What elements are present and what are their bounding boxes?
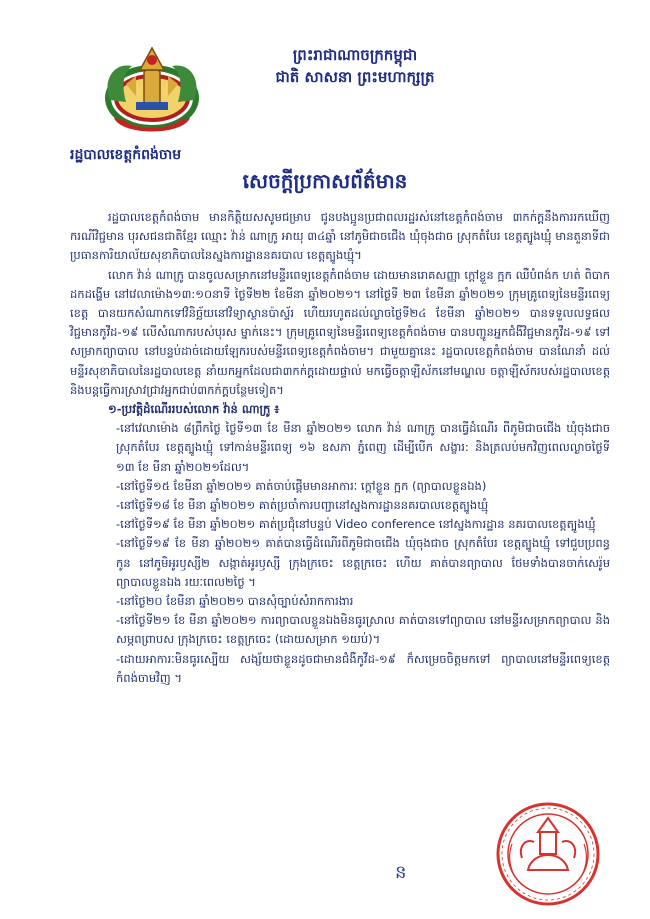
timeline-item: -នៅថ្ងៃទី២១ ខែ មីនា ឆ្នាំ២០២១ ការព្យាបាលខ្លួនឯងមិនធូរស្រាល គាត់បានទៅព្យាបាល នៅមន្ទីរសម្រាកព្យាបាល និងសម្ភពព្រាបស ក្រុងក្រចេះ ខេត្តក្រចេះ (ដោយសម្រាក ១យប់)។ <box>116 613 610 647</box>
official-red-stamp-icon <box>482 800 612 908</box>
timeline-item: -នៅថ្ងៃទី១៥ ខែមីនា ឆ្នាំ២០២១ គាត់ចាប់ផ្តើមមានអាការៈ ក្តៅខ្លួន ក្អក (ព្យាបាលខ្លួនឯង) <box>116 478 487 493</box>
timeline-item: -នៅថ្ងៃទី១៨ ខែ មីនា ឆ្នាំ២០២១ គាត់ប្រចាំការបញ្ជានៅស្នងការដ្ឋាននគរបាលខេត្តត្បូងឃ្មុំ <box>116 498 489 513</box>
timeline-item: -នៅថ្ងៃទី១៩ ខែ មីនា ឆ្នាំ២០២១ គាត់បានធ្វើដំណើរពីភូមិជាចជើង ឃុំចុងជាច ស្រុកតំបែរ ខេត្តត្បូងឃ្មុំ ទៅជួបប្រពន្ធកូន នៅភូមិអូរឫស្សី២ សង្កាត់អូរឫស្សី ក្រុងក្រចេះ ខេត្តក្រចេះ ហើយ គាត់បានព្យាបាល ថែមទាំងបានចាក់សេរ៉ូមព្យាបាលខ្លួនឯង រយៈពេល២ថ្ងៃ ។ <box>116 536 610 589</box>
document-title: សេចក្តីប្រកាសព័ត៌មាន <box>242 169 408 193</box>
kingdom-line-2: ជាតិ សាសនា ព្រះមហាក្សត្រ <box>275 68 435 86</box>
timeline-item: -ដោយអាការៈមិនធូរស្បើយ សង្ស័យថាខ្លួនដូចជាមានជំងឺកូវីដ-១៩ ក៏សម្រេចចិត្តមកទៅ ព្យាបាលនៅមន្ទីរពេទ្យខេត្តកំពង់ចាមវិញ ។ <box>116 651 610 685</box>
timeline-item: -នៅថ្ងៃទី១៩ ខែ មីនា ឆ្នាំ២០២១ គាត់ប្រជុំនៅបន្ទប់ Video conference នៅស្នងការដ្ឋាន នគរបាលខេត្តត្បូងឃ្មុំ <box>116 517 596 532</box>
timeline-item: -នៅថ្ងៃ២០ ខែមីនា ឆ្នាំ២០២១ បានសុំច្បាប់សំរាកការងារ <box>116 594 354 609</box>
paragraph-2: លោក វ៉ាន់ ណាក្រូ បានចូលសម្រាកនៅមន្ទីរពេទ្យខេត្តកំពង់ចាម ដោយមានរោគសញ្ញា ក្តៅខ្លួន ក្អក ឈឺបំពង់ក ហត់ ពិបាកដកដង្ហើម នៅវេលាម៉ោង១៣:១០នាទី ថ្ងៃទី២២ ខែមីនា ឆ្នាំ២០២១។ នៅថ្ងៃទី ២៣ ខែមីនា ឆ្នាំ២០២១ ក្រុមគ្រូពេទ្យនៃមន្ទីរពេទ្យខេត្ត បានយកសំណាកទៅវិនិច្ឆ័យនៅវិទ្យាស្ថានប៉ាស្ទ័រ ហើយរហូតដល់ល្ងាចថ្ងៃទី២៤ ខែមីនា ឆ្នាំ២០២១ បានទទួលលទ្ធផលវិជ្ជមានកូវីដ-១៩ លើសំណាករបស់បុរស ម្នាក់នេះ។ ក្រុមគ្រូពេទ្យនៃមន្ទីរពេទ្យខេត្តកំពង់ចាម បានបញ្ជូនអ្នកជំងឺវិជ្ជមានកូវីដ-១៩ ទៅសម្រាកព្យាបាល នៅបន្ទប់ដាច់ដោយឡែករបស់មន្ទីរពេទ្យខេត្តកំពង់ចាម។ ជាមួយគ្នានេះ រដ្ឋបាលខេត្តកំពង់ចាម បានណែនាំ ដល់មន្ទីរសុខាភិបាលនៃរដ្ឋបាលខេត្ត នាំយកអ្នកដែលជា៣កក់ក្ត្តដោយផ្ទាល់ មកធ្វើចត្តាឡីស័កនៅមណ្ឌល ចត្តាឡីស័ករបស់រដ្ឋបាលខេត្ត និងបន្តធ្វើការស្រាវជ្រាវអ្នកជាប់៣កក់ក្ត្តបន្ថែមទៀត។ <box>70 267 610 397</box>
paragraph-1: រដ្ឋបាលខេត្តកំពង់ចាម មានកិត្តិយសសូមជម្រាប ជូនបងប្អូនប្រជាពលរដ្ឋរស់នៅខេត្តកំពង់ចាម ៣កក់ក្ត្តនឹងការរកឃើញករណីវិជ្ជមាន បុរសជនជាតិខ្មែរ ឈ្មោះ វ៉ាន់ ណាក្រូ អាយុ ៣៤ឆ្នាំ នៅភូមិជាចជើង ឃុំចុងជាច ស្រុកតំបែរ ខេត្តត្បូងឃ្មុំ មានតួនាទីជាប្រធានការិយាល័យសុខាភិបាលនៃស្នងការដ្ឋាននគរបាល ខេត្តត្បូងឃ្មុំ។ <box>70 210 610 263</box>
provincial-emblem-icon <box>92 40 212 142</box>
kingdom-line-1: ព្រះរាជាណាចក្រកម្ពុជា <box>292 46 418 64</box>
kingdom-header <box>210 44 500 88</box>
signature-mark: ន <box>395 862 407 883</box>
province-name: រដ្ឋបាលខេត្តកំពង់ចាម <box>70 147 182 163</box>
timeline-item: -នៅវេលាម៉ោង ៨ព្រឹកថ្ងៃ ថ្ងៃទី១៣ ខែ មីនា ឆ្នាំ២០២១ លោក វ៉ាន់ ណាក្រូ បានធ្វើដំណើរ ពីភូមិជាចជើង ឃុំចុងជាច ស្រុកតំបែរ ខេត្តត្បូងឃ្មុំ ទៅកាន់មន្ទីរពេទ្យ ១៦ ឧសភា ភ្នំពេញ ដើម្បីបើក សង្ខារ: និងត្រលប់មកវិញពេលល្ងាចថ្ងៃទី ១៣ ខែ មីនា ឆ្នាំ២០២១ដែល។ <box>116 421 610 474</box>
document-body <box>70 208 610 688</box>
section-heading: ១-ប្រវត្តិដំណើររបស់លោក វ៉ាន់ ណាក្រូ ៖ <box>108 402 280 417</box>
